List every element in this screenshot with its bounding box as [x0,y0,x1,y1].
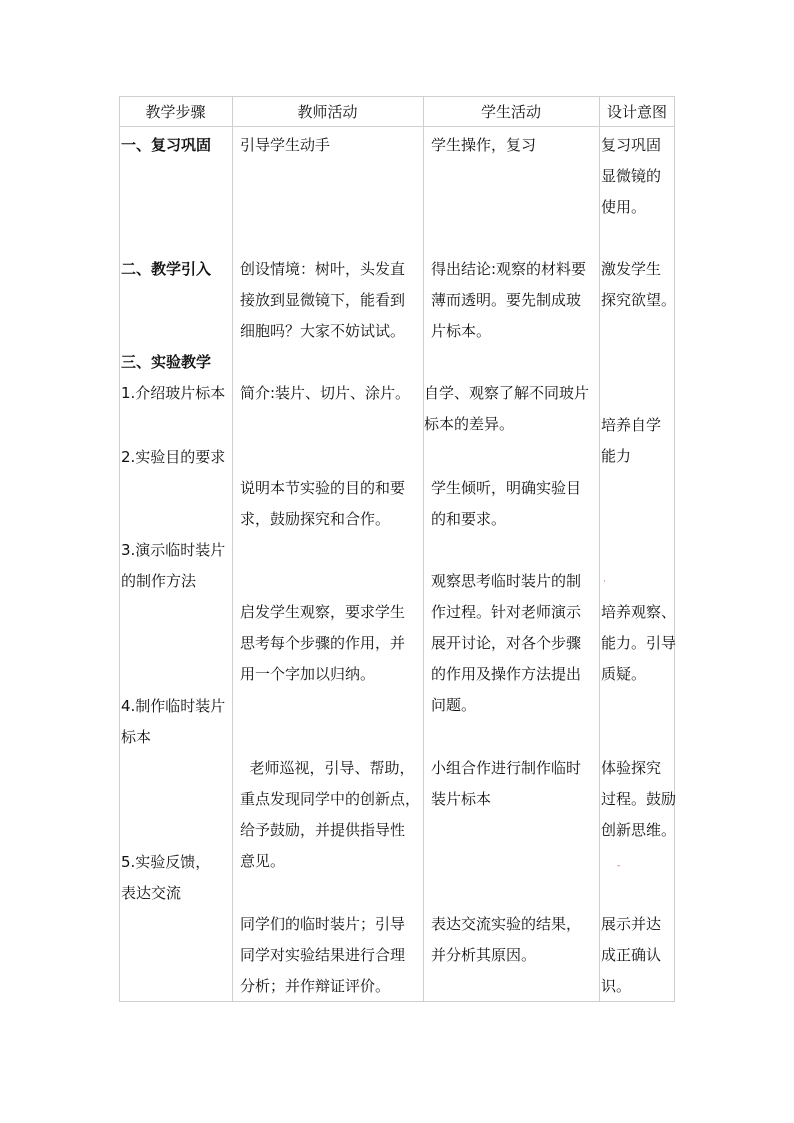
column-divider [599,96,600,1002]
student-text: 学生操作，复习 [431,136,537,154]
student-text: 的作用及操作方法提出 [431,665,582,683]
design-text: 能力。引导 [601,634,677,652]
student-text: 片标本。 [431,322,492,340]
teacher-text: 分析；并作辩证评价。 [240,977,391,995]
design-text: 展示并达 [601,915,662,933]
design-text: 显微镜的 [601,167,662,185]
student-text: 小组合作进行制作临时 [431,759,582,777]
design-text: 复习巩固 [601,136,662,154]
design-text: 探究欲望。 [601,291,677,309]
teacher-text: 重点发现同学中的创新点， [240,790,421,808]
design-text: 使用。 [601,198,647,216]
step-goals: 2.实验目的要求 [121,448,226,466]
teacher-text: 同学对实验结果进行合理 [240,946,406,964]
design-text: 激发学生 [601,260,662,278]
step-feedback: 5.实验反馈， [121,853,211,871]
column-divider [232,96,233,1002]
step-make-slide: 4.制作临时装片 [121,697,226,715]
stray-mark-icon: · [603,577,606,587]
teacher-text: 意见。 [240,852,286,870]
teacher-text: 用一个字加以归纳。 [240,665,376,683]
teacher-text: 创设情境：树叶，头发直 [240,260,406,278]
stray-mark-icon: - [617,861,621,871]
step-demo-cont: 的制作方法 [121,572,197,590]
teacher-text: 细胞吗？大家不妨试试。 [240,322,406,340]
step-review: 一、复习巩固 [121,136,212,154]
design-text: 成正确认 [601,946,662,964]
step-slide-intro: 1.介绍玻片标本 [121,384,226,402]
teacher-text: 给予鼓励，并提供指导性 [240,821,406,839]
design-text: 识。 [601,977,632,995]
design-text: 过程。鼓励 [601,790,677,808]
teacher-text: 说明本节实验的目的和要 [240,479,406,497]
design-text: 体验探究 [601,759,662,777]
header-divider [119,126,675,127]
student-text: 并分析其原因。 [431,946,537,964]
step-make-slide-cont: 标本 [121,728,152,746]
student-text: 得出结论:观察的材料要 [431,260,587,278]
teacher-text: 接放到显微镜下，能看到 [240,291,406,309]
teacher-text: 启发学生观察，要求学生 [240,603,406,621]
design-text: 创新思维。 [601,821,677,839]
step-feedback-cont: 表达交流 [121,884,182,902]
teacher-text: 引导学生动手 [240,136,331,154]
student-text: 薄而透明。要先制成玻 [431,291,582,309]
design-text: 培养自学 [601,416,662,434]
column-divider [423,96,424,1002]
design-text: 能力 [601,447,632,465]
student-text: 学生倾听，明确实验目 [431,479,582,497]
teacher-text: 同学们的临时装片；引导 [240,915,406,933]
student-text: 标本的差异。 [424,415,515,433]
student-text: 自学、观察了解不同玻片 [424,384,590,402]
student-text: 装片标本 [431,790,492,808]
student-text: 观察思考临时装片的制 [431,572,582,590]
step-demo: 3.演示临时装片 [121,541,226,559]
design-text: 培养观察、 [601,603,677,621]
student-text: 作过程。针对老师演示 [431,603,582,621]
header-design-intent: 设计意图 [606,103,667,121]
teacher-text: 求，鼓励探究和合作。 [240,510,391,528]
header-teacher-activity: 教师活动 [297,103,358,121]
teacher-text: 思考每个步骤的作用，并 [240,634,406,652]
design-text: 质疑。 [601,665,647,683]
step-introduction: 二、教学引入 [121,260,212,278]
student-text: 问题。 [431,696,477,714]
header-student-activity: 学生活动 [480,103,541,121]
header-teaching-steps: 教学步骤 [145,103,206,121]
step-experiment: 三、实验教学 [121,353,212,371]
student-text: 表达交流实验的结果， [431,915,582,933]
teacher-text: 老师巡视，引导、帮助， [240,759,415,777]
student-text: 展开讨论，对各个步骤 [431,634,582,652]
student-text: 的和要求。 [431,510,507,528]
teacher-text: 简介:装片、切片、涂片。 [240,384,411,402]
